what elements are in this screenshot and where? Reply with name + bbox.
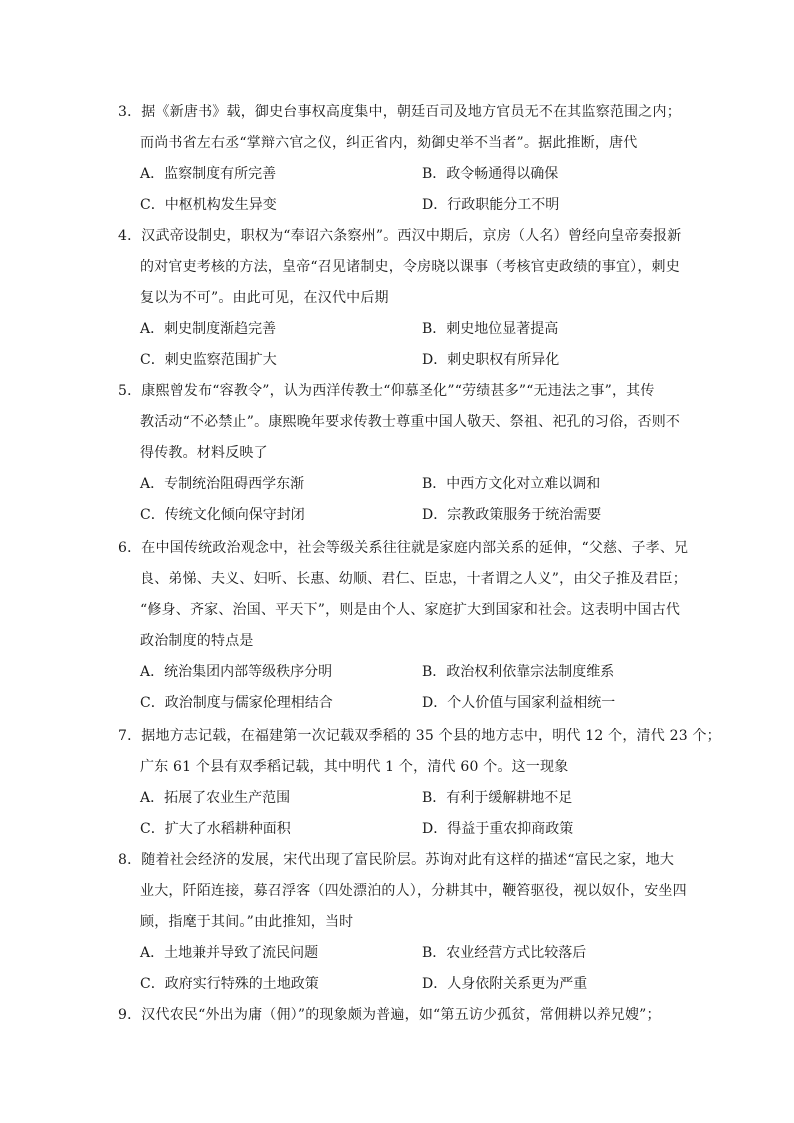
- option-b: B．有利于缓解耕地不足: [422, 790, 573, 806]
- option-row: [118, 969, 678, 1000]
- option-c: C．扩大了水稻耕种面积: [140, 821, 291, 837]
- question-text-line: 3．据《新唐书》载，御史台事权高度集中，朝廷百司及地方官员无不在其监察范围之内；: [118, 104, 681, 120]
- option-a: A．专制统治阻碍西学东渐: [140, 476, 305, 492]
- question-text-line: 4．汉武帝设制史，职权为“奉诏六条察州”。西汉中期后，京房（人名）曾经向皇帝奏报新: [118, 228, 682, 244]
- question-text-line: 5．康熙曾发布“容教令”，认为西洋传教士“仰慕圣化”“劳绩甚多”“无违法之事”，其传: [118, 383, 655, 399]
- question-7: [118, 721, 721, 845]
- option-row: [118, 783, 678, 814]
- question-text-line: 6．在中国传统政治观念中，社会等级关系往往就是家庭内部关系的延伸，“父慈、子孝、兄: [118, 540, 689, 556]
- option-row: [118, 688, 678, 719]
- question-text-line: 顾，指麾于其间。”由此推知，当时: [140, 914, 354, 930]
- question-5: [118, 376, 681, 531]
- option-row: [118, 500, 678, 531]
- question-4: [118, 221, 682, 376]
- option-c: C．政府实行特殊的土地政策: [140, 976, 319, 992]
- option-row: [118, 657, 678, 688]
- question-text-line: “修身、齐家、治国、平天下”，则是由个人、家庭扩大到国家和社会。这表明中国古代: [140, 602, 681, 618]
- question-text-line: 政治制度的特点是: [140, 633, 254, 649]
- option-d: D．得益于重农抑商政策: [422, 821, 574, 837]
- option-b: B．刺史地位显著提高: [422, 321, 559, 337]
- option-c: C．传统文化倾向保守封闭: [140, 507, 305, 523]
- option-c: C．中枢机构发生异变: [140, 197, 277, 213]
- question-text-line: 广东 61 个县有双季稻记载，其中明代 1 个，清代 60 个。这一现象: [140, 759, 569, 775]
- option-d: D．宗教政策服务于统治需要: [422, 507, 602, 523]
- option-d: D．人身依附关系更为严重: [422, 976, 588, 992]
- option-row: [118, 314, 678, 345]
- question-text-line: 良、弟悌、夫义、妇听、长惠、幼顺、君仁、臣忠，十者谓之人义”，由父子推及君臣；: [140, 571, 687, 587]
- question-text-line: 9．汉代农民“外出为庸（佣）”的现象颇为普遍，如“第五访少孤贫，常佣耕以养兄嫂”；: [118, 1007, 661, 1023]
- option-c: C．政治制度与儒家伦理相结合: [140, 695, 333, 711]
- option-row: [118, 814, 678, 845]
- question-text-line: 教活动“不必禁止”。康熙晚年要求传教士尊重中国人敬天、祭祖、祀孔的习俗，否则不: [140, 414, 681, 430]
- question-text-line: 得传教。材料反映了: [140, 445, 268, 461]
- option-a: A．统治集团内部等级秩序分明: [140, 664, 333, 680]
- option-row: [118, 938, 678, 969]
- option-c: C．刺史监察范围扩大: [140, 352, 277, 368]
- option-a: A．监察制度有所完善: [140, 166, 277, 182]
- option-d: D．个人价值与国家利益相统一: [422, 695, 616, 711]
- question-text-line: 复以为不可”。由此可见，在汉代中后期: [140, 290, 389, 306]
- option-b: B．政治权利依靠宗法制度维系: [422, 664, 615, 680]
- option-b: B．政令畅通得以确保: [422, 166, 559, 182]
- option-b: B．中西方文化对立难以调和: [422, 476, 601, 492]
- question-text-line: 业大，阡陌连接，募召浮客（四处漂泊的人），分耕其中，鞭笞驱役，视以奴仆，安坐四: [140, 883, 687, 899]
- option-row: [118, 345, 678, 376]
- question-6: [118, 533, 689, 719]
- question-9: [118, 1000, 678, 1031]
- option-a: A．拓展了农业生产范围: [140, 790, 291, 806]
- option-b: B．农业经营方式比较落后: [422, 945, 587, 961]
- option-row: [118, 159, 678, 190]
- question-text-line: 而尚书省左右丞“掌辩六官之仪，纠正省内，劾御史举不当者”。据此推断，唐代: [140, 135, 638, 151]
- option-d: D．刺史职权有所异化: [422, 352, 560, 368]
- option-d: D．行政职能分工不明: [422, 197, 560, 213]
- option-a: A．刺史制度渐趋完善: [140, 321, 277, 337]
- question-text-line: 7．据地方志记载，在福建第一次记载双季稻的 35 个县的地方志中，明代 12 个，清代 23 个；: [118, 728, 721, 744]
- question-8: [118, 845, 687, 1000]
- question-text-line: 8．随着社会经济的发展，宋代出现了富民阶层。苏询对此有这样的描述“富民之家，地大: [118, 852, 675, 868]
- question-text-line: 的对官吏考核的方法，皇帝“召见诸制史，令房晓以课事（考核官吏政绩的事宜），刺史: [140, 259, 680, 275]
- option-row: [118, 469, 678, 500]
- option-a: A．土地兼并导致了流民问题: [140, 945, 319, 961]
- question-3: [118, 97, 681, 221]
- option-row: [118, 190, 678, 221]
